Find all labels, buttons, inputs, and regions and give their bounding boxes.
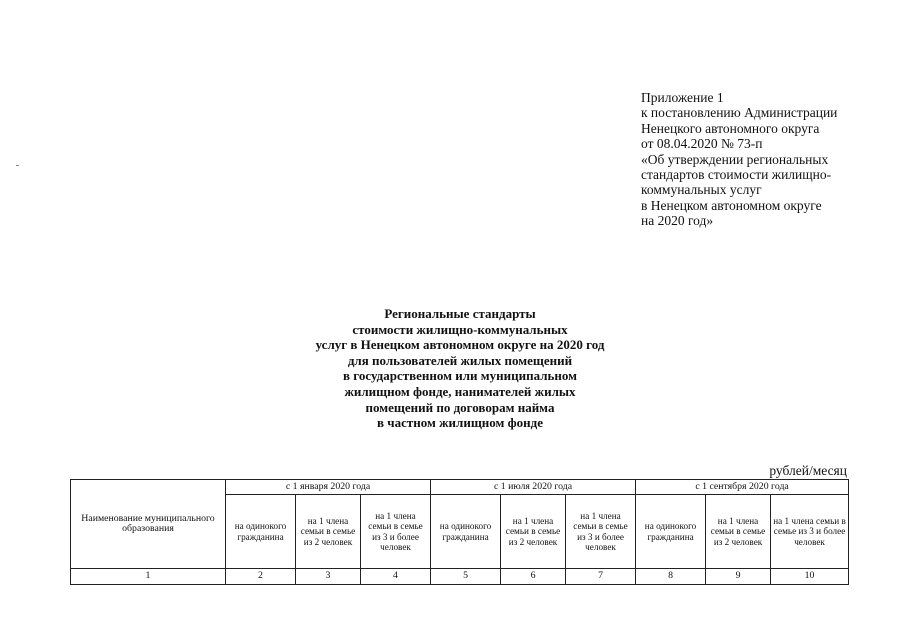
appendix-line: «Об утверждении региональных xyxy=(641,151,829,167)
column-number: 9 xyxy=(706,569,771,585)
subheader-three: на 1 члена семьи в семье из 3 и более человек xyxy=(771,495,849,569)
subheader-two: на 1 члена семьи в семье из 2 человек xyxy=(501,495,566,569)
column-number-row xyxy=(71,569,849,585)
subheader-three: на 1 члена семьи в семье из 3 и более человек xyxy=(361,495,431,569)
units-label: рублей/месяц xyxy=(769,463,847,478)
column-number: 7 xyxy=(566,569,636,585)
column-number: 10 xyxy=(771,569,849,585)
column-number: 6 xyxy=(501,569,566,585)
subheader-single: на одинокого гражданина xyxy=(226,495,296,569)
header-period-jul: с 1 июля 2020 года xyxy=(431,480,636,495)
title-line: в частном жилищном фонде xyxy=(377,415,543,431)
appendix-line: Ненецкого автономного округа xyxy=(641,120,820,136)
appendix-line: Приложение 1 xyxy=(641,90,724,105)
appendix-line: стандартов стоимости жилищно- xyxy=(641,167,832,183)
title-line: в государственном или муниципальном xyxy=(343,368,577,384)
title-line: услуг в Ненецком автономном округе на 2020 год xyxy=(315,337,605,353)
appendix-line: к постановлению Администрации xyxy=(641,105,838,121)
document-title xyxy=(250,306,670,431)
column-number: 5 xyxy=(431,569,501,585)
column-number: 1 xyxy=(71,569,226,585)
subheader-single: на одинокого гражданина xyxy=(431,495,501,569)
column-number: 8 xyxy=(636,569,706,585)
header-municipality: Наименование муниципального образования xyxy=(71,480,226,569)
appendix-line: в Ненецком автономном округе xyxy=(641,197,822,213)
subheader-two: на 1 члена семьи в семье из 2 человек xyxy=(296,495,361,569)
appendix-block xyxy=(641,90,881,229)
column-number: 4 xyxy=(361,569,431,585)
column-number: 2 xyxy=(226,569,296,585)
title-line: для пользователей жилых помещений xyxy=(347,352,573,368)
scan-mark xyxy=(16,165,19,166)
appendix-line: на 2020 год» xyxy=(641,213,714,229)
subheader-two: на 1 члена семьи в семье из 2 человек xyxy=(706,495,771,569)
title-line: Региональные стандарты xyxy=(384,306,536,321)
title-line: жилищном фонде, нанимателей жилых xyxy=(344,383,576,399)
header-period-jan: с 1 января 2020 года xyxy=(226,480,431,495)
appendix-line: от 08.04.2020 № 73-п xyxy=(641,136,763,152)
title-line: помещений по договорам найма xyxy=(365,399,555,415)
subheader-three: на 1 члена семьи в семье из 3 и более человек xyxy=(566,495,636,569)
subheader-single: на одинокого гражданина xyxy=(636,495,706,569)
standards-table xyxy=(70,479,849,585)
title-line: стоимости жилищно-коммунальных xyxy=(352,321,568,337)
column-number: 3 xyxy=(296,569,361,585)
table-header-row xyxy=(71,480,849,495)
appendix-line: коммунальных услуг xyxy=(641,182,762,198)
header-period-sep: с 1 сентября 2020 года xyxy=(636,480,849,495)
